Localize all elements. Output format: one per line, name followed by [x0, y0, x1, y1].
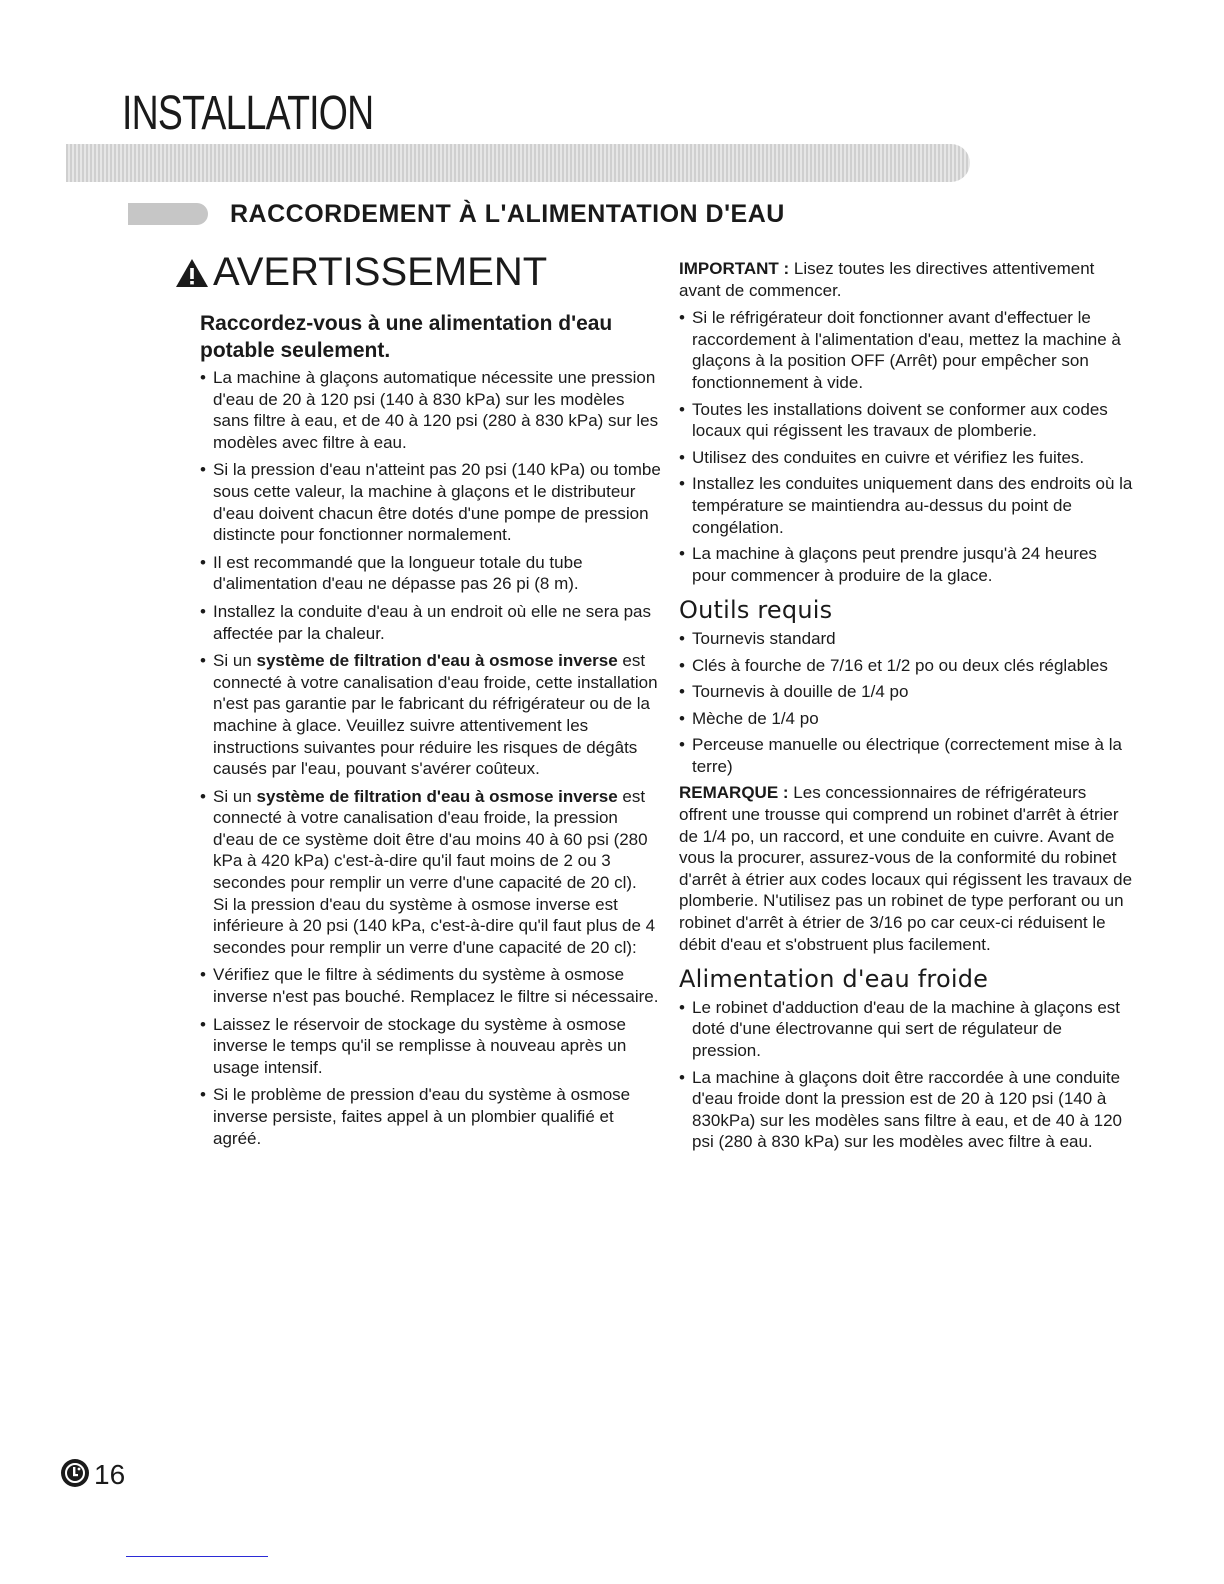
section-heading: RACCORDEMENT À L'ALIMENTATION D'EAU — [230, 200, 785, 228]
list-item: • Utilisez des conduites en cuivre et vérifiez les fuites. — [679, 447, 1135, 469]
cold-water-heading: Alimentation d'eau froide — [679, 965, 989, 994]
footer-rule — [126, 1556, 268, 1557]
section-marker — [128, 203, 208, 225]
list-item: • Si le problème de pression d'eau du système à osmose inverse persiste, faites appel à un plombier qualifié et agréé. — [200, 1084, 662, 1149]
list-item: • Si le réfrigérateur doit fonctionner avant d'effectuer le raccordement à l'alimentation d'eau, mettez la machine à glaçons à la position OFF (Arrêt) pour empêcher son fonctionnement à vide. — [679, 307, 1135, 393]
important-list — [679, 307, 1135, 586]
right-column — [679, 258, 1135, 1158]
warning-icon — [175, 257, 209, 289]
page-title: INSTALLATION — [122, 87, 374, 140]
list-item: • Clés à fourche de 7/16 et 1/2 po ou deux clés réglables — [679, 655, 1135, 677]
cold-water-list — [679, 997, 1135, 1153]
warning-title — [175, 250, 547, 295]
list-item: • La machine à glaçons automatique nécessite une pression d'eau de 20 à 120 psi (140 à 830 kPa) sur les modèles sans filtre à eau, et de 40 à 120 psi (280 à 830 kPa) sur les modèles avec filtre à eau. — [200, 367, 662, 453]
list-item: • Si un système de filtration d'eau à osmose inverse est connecté à votre canalisation d'eau froide, cette installation n'est pas garantie par le fabricant du réfrigérateur ou de la machine à glace. Veuillez suivre attentivement les instructions suivantes pour réduire les risques de dégâts causés par l'eau, pouvant s'avérer coûteux. — [200, 650, 662, 780]
list-item: • Le robinet d'adduction d'eau de la machine à glaçons est doté d'une électrovanne qui sert de régulateur de pression. — [679, 997, 1135, 1062]
remark-note: REMARQUE : Les concessionnaires de réfrigérateurs offrent une trousse qui comprend un robinet d'arrêt à étrier de 1/4 po, un raccord, et une conduite en cuivre. Avant de vous la procurer, assurez-vous de la conformité du robinet d'arrêt à étrier aux codes locaux qui régissent les travaux de plomberie. N'utilisez pas un robinet de type perforant ou un robinet d'arrêt à étrier de 3/16 po car ceux-ci réduisent le débit d'eau et s'obstruent plus facilement. — [679, 783, 1133, 954]
title-decoration-bar — [66, 144, 970, 182]
list-item: • Perceuse manuelle ou électrique (correctement mise à la terre) — [679, 734, 1135, 777]
important-note: IMPORTANT : Lisez toutes les directives attentivement avant de commencer. — [679, 259, 1095, 300]
lg-logo-icon — [60, 1458, 90, 1488]
list-item: • Vérifiez que le filtre à sédiments du système à osmose inverse n'est pas bouché. Remplacez le filtre si nécessaire. — [200, 964, 662, 1007]
list-item: • Toutes les installations doivent se conformer aux codes locaux qui régissent les travaux de plomberie. — [679, 399, 1135, 442]
list-item: • Tournevis à douille de 1/4 po — [679, 681, 1135, 703]
list-item: • Tournevis standard — [679, 628, 1135, 650]
warning-title-text: AVERTISSEMENT — [213, 250, 548, 294]
tools-list — [679, 628, 1135, 778]
list-item: • Il est recommandé que la longueur totale du tube d'alimentation d'eau ne dépasse pas 26 pi (8 m). — [200, 552, 662, 595]
list-item: • Mèche de 1/4 po — [679, 708, 1135, 730]
list-item: • Laissez le réservoir de stockage du système à osmose inverse le temps qu'il se remplisse à nouveau après un usage intensif. — [200, 1014, 662, 1079]
list-item: • La machine à glaçons peut prendre jusqu'à 24 heures pour commencer à produire de la glace. — [679, 543, 1135, 586]
warning-subtitle: Raccordez-vous à une alimentation d'eau potable seulement. — [200, 312, 613, 362]
list-item: • Installez la conduite d'eau à un endroit où elle ne sera pas affectée par la chaleur. — [200, 601, 662, 644]
warning-list — [200, 367, 662, 1155]
tools-heading: Outils requis — [679, 596, 833, 625]
list-item: • Installez les conduites uniquement dans des endroits où la température se maintiendra au-dessus du point de congélation. — [679, 473, 1135, 538]
list-item: • La machine à glaçons doit être raccordée à une conduite d'eau froide dont la pression est de 20 à 120 psi (140 à 830kPa) sur les modèles sans filtre à eau, et de 40 à 120 psi (280 à 830 kPa) sur les modèles avec filtre à eau. — [679, 1067, 1135, 1153]
list-item: • Si la pression d'eau n'atteint pas 20 psi (140 kPa) ou tombe sous cette valeur, la machine à glaçons et le distributeur d'eau doivent chacun être dotés d'une pompe de pression distincte pour fonctionner normalement. — [200, 459, 662, 545]
page-number: 16 — [94, 1459, 126, 1490]
list-item: • Si un système de filtration d'eau à osmose inverse est connecté à votre canalisation d'eau froide, la pression d'eau de ce système doit être d'au moins 40 à 60 psi (280 kPa à 420 kPa) c'est-à-dire qu'il faut moins de 2 ou 3 secondes pour remplir un verre d'une capacité de 20 cl). Si la pression d'eau du système à osmose inverse est inférieure à 20 psi (140 kPa, c'est-à-dire qu'il faut plus de 4 secondes pour remplir un verre d'une capacité de 20 cl): — [200, 786, 662, 959]
